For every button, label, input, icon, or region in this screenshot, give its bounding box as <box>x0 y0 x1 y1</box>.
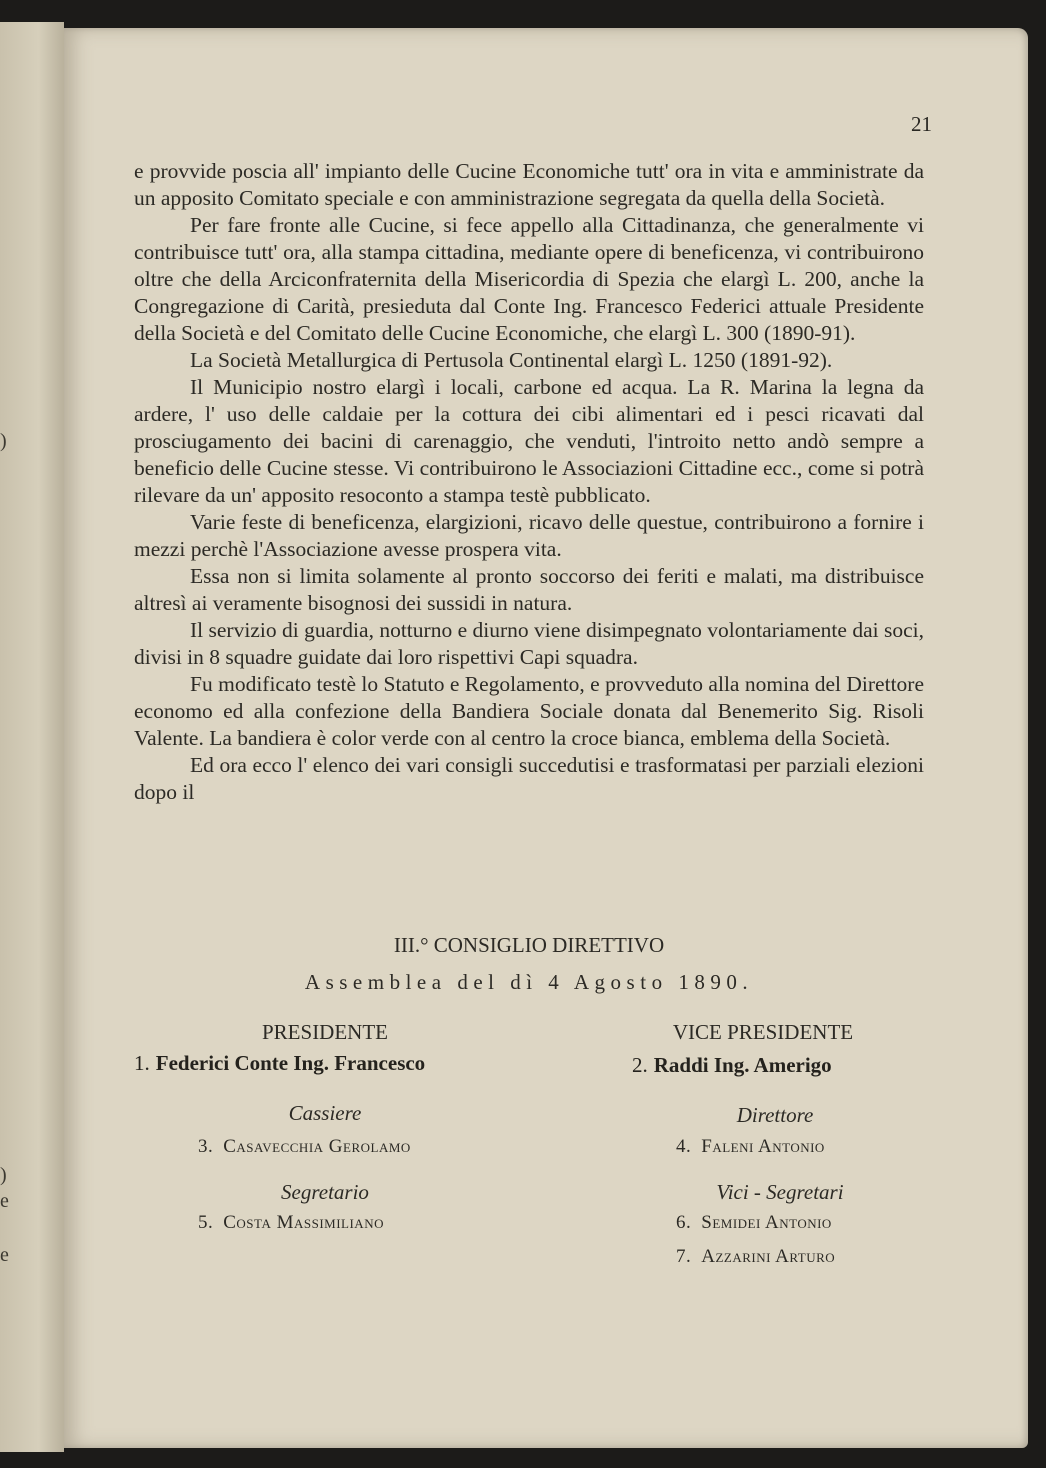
member-name: Raddi Ing. Amerigo <box>653 1053 832 1077</box>
member-number: 1. <box>134 1051 150 1075</box>
segretario-member <box>198 1212 384 1234</box>
direttore-member <box>676 1136 825 1158</box>
vice-segretario-member <box>676 1212 832 1234</box>
member-name: Faleni Antonio <box>701 1136 825 1157</box>
paragraph: Il servizio di guardia, notturno e diurno viene disimpegnato volontariamente dai soci, divisi in 8 squadre guidate dai loro rispettivi Capi squadra. <box>134 618 924 669</box>
paragraph: Varie feste di beneficenza, elargizioni, ricavo delle questue, contribuirono a fornire i mezzi perchè l'Associazione avesse prospera vita. <box>134 510 924 561</box>
paragraph: Ed ora ecco l' elenco dei vari consigli succedutisi e trasformatasi per parziali elezioni dopo il <box>134 753 924 804</box>
member-name: Casavecchia Gerolamo <box>223 1136 411 1157</box>
paragraph: Il Municipio nostro elargì i locali, carbone ed acqua. La R. Marina la legna da ardere, l' uso delle caldaie per la cottura dei cibi alimentari ed i pesci ricavati dal prosciugamento dei bacini di carenaggio, che venduti, l'introito netto andò sempre a beneficio delle Cucine stesse. Vi contribuirono le Associazioni Cittadine ecc., come si potrà rilevare da un' apposito resoconto a stampa testè pubblicato. <box>134 375 924 507</box>
vice-president-member <box>632 1053 832 1078</box>
member-name: Azzarini Arturo <box>701 1246 836 1267</box>
vice-segretario-member <box>676 1246 835 1268</box>
vice-president-heading: VICE PRESIDENTE <box>672 1020 854 1044</box>
left-page-fragment: e <box>0 1244 9 1266</box>
member-name: Semidei Antonio <box>701 1212 832 1233</box>
left-page-fragment: ) <box>0 1164 7 1186</box>
body-text <box>134 158 924 806</box>
left-page-fragment: e <box>0 1190 9 1212</box>
paragraph: e provvide poscia all' impianto delle Cucine Economiche tutt' ora in vita e amministrate da un apposito Comitato speciale e con amministrazione segregata da quella della Società. <box>134 159 924 210</box>
member-number: 6. <box>676 1212 692 1233</box>
council-title: III.° CONSIGLIO DIRETTIVO <box>393 933 665 957</box>
member-number: 5. <box>198 1212 214 1233</box>
member-number: 7. <box>676 1246 692 1267</box>
assembly-date: Assemblea del dì 4 Agosto 1890. <box>304 970 754 994</box>
paragraph: Fu modificato testè lo Statuto e Regolamento, e provveduto alla nomina del Direttore economo ed alla confezione della Bandiera Sociale donata dal Benemerito Sig. Risoli Valente. La bandiera è color verde con al centro la croce bianca, emblema della Società. <box>134 672 924 750</box>
left-page-fragment: ) <box>0 430 7 452</box>
member-name: Federici Conte Ing. Francesco <box>155 1051 426 1075</box>
paragraph: Essa non si limita solamente al pronto soccorso dei feriti e malati, ma distribuisce altresì ai veramente bisognosi dei sussidi in natura. <box>134 564 924 615</box>
cassiere-member <box>198 1136 411 1158</box>
page-number: 21 <box>911 112 932 136</box>
paragraph: La Società Metallurgica di Pertusola Continental elargì L. 1250 (1891-92). <box>190 348 833 372</box>
segretario-heading: Segretario <box>281 1180 369 1204</box>
member-number: 4. <box>676 1136 692 1157</box>
president-member <box>134 1051 425 1076</box>
cassiere-heading: Cassiere <box>288 1101 362 1125</box>
member-number: 3. <box>198 1136 214 1157</box>
direttore-heading: Direttore <box>736 1103 814 1127</box>
paragraph: Per fare fronte alle Cucine, si fece appello alla Cittadinanza, che generalmente vi contribuisce tutt' ora, alla stampa cittadina, mediante opere di beneficenza, vi contribuirono oltre che della Arciconfraternita della Misericordia di Spezia che elargì L. 200, anche la Congregazione di Carità, presieduta dal Conte Ing. Francesco Federici attuale Presidente della Società e del Comitato delle Cucine Economiche, che elargì L. 300 (1890-91). <box>134 213 924 345</box>
member-number: 2. <box>632 1053 648 1077</box>
vice-segretari-heading: Vici - Segretari <box>716 1180 844 1204</box>
left-page-edge <box>0 22 64 1452</box>
president-heading: PRESIDENTE <box>262 1020 388 1044</box>
member-name: Costa Massimiliano <box>223 1212 384 1233</box>
